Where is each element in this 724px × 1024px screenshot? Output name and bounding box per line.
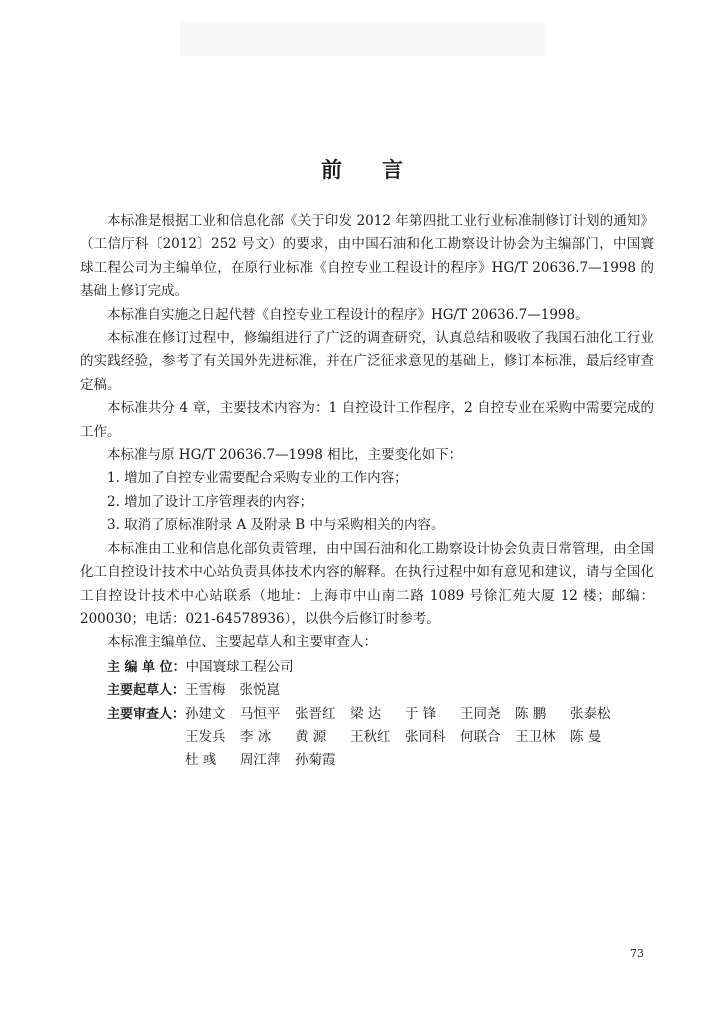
paragraph-contents: 本标准共分 4 章，主要技术内容为：1 自控设计工作程序，2 自控专业在采购中需要完成的工作。 <box>80 400 654 440</box>
reviewer-name: 梁 达 <box>350 705 382 722</box>
editor-unit-line <box>80 656 654 679</box>
drafters-label: 主要起草人： <box>107 683 186 699</box>
roles-section <box>80 656 654 773</box>
page-title: 前言 <box>321 158 443 182</box>
reviewer-name: 张晋红 <box>295 705 336 722</box>
drafter-name: 张悦崑 <box>239 682 281 699</box>
change-item: 1. 增加了自控专业需要配合采购专业的工作内容； <box>107 470 408 487</box>
reviewer-name: 王发兵 <box>185 728 226 745</box>
paragraph-management: 本标准由工业和信息化部负责管理，由中国石油和化工勘察设计协会负责日常管理，由全国化工自控设计技术中心站负责具体技术内容的解释。在执行过程中如有意见和建议，请与全国化工自控设计技术中心站联系（地址：上海市中山南二路 1089 号徐汇苑大厦 12 楼；邮编：200030；电话：021-64578936），以供今后修订时参考。 <box>80 540 654 627</box>
reviewer-name: 王同尧 <box>460 705 501 722</box>
reviewer-name: 张同科 <box>405 728 446 745</box>
reviewer-name: 孙建文 <box>185 705 226 722</box>
reviewer-name: 何联合 <box>460 728 501 745</box>
header-strip <box>180 22 545 56</box>
reviewers-names <box>185 703 625 773</box>
drafters-names <box>185 679 625 702</box>
page-number: 73 <box>630 947 644 960</box>
changes-list <box>80 467 654 537</box>
paragraph-revision-process: 本标准在修订过程中，修编组进行了广泛的调查研究，认真总结和吸收了我国石油化工行业的实践经验，参考了有关国外先进标准，并在广泛征求意见的基础上，修订本标准，最后经审查定稿。 <box>80 330 654 393</box>
reviewer-name: 周江萍 <box>240 752 281 769</box>
reviewer-name: 杜 彧 <box>185 752 217 769</box>
reviewers-label: 主要审查人： <box>107 706 186 722</box>
reviewer-name: 王卫林 <box>515 728 556 745</box>
reviewer-name: 陈 鹏 <box>515 705 547 722</box>
paragraph-basis: 本标准是根据工业和信息化部《关于印发 2012 年第四批工业行业标准制修订计划的通知》（工信厅科〔2012〕252 号文）的要求，由中国石油和化工勘察设计协会为主编部门，中国寰球工程公司为主编单位，在原行业标准《自控专业工程设计的程序》HG/T 20636.7—1998 的基础上修订完成。 <box>80 213 654 300</box>
paragraph-changes-intro: 本标准与原 HG/T 20636.7—1998 相比，主要变化如下： <box>107 447 463 464</box>
reviewer-name: 马恒平 <box>240 705 281 722</box>
reviewer-name: 于 锋 <box>405 705 437 722</box>
editor-unit-value: 中国寰球工程公司 <box>185 658 294 675</box>
paragraph-roles-intro: 本标准主编单位、主要起草人和主要审查人： <box>107 634 377 651</box>
reviewer-name: 张泰松 <box>570 705 611 722</box>
reviewer-name: 陈 曼 <box>570 728 602 745</box>
editor-unit-label: 主 编 单 位： <box>107 659 186 675</box>
reviewer-name: 李 冰 <box>240 728 272 745</box>
change-item: 3. 取消了原标准附录 A 及附录 B 中与采购相关的内容。 <box>107 517 445 534</box>
reviewers-line <box>80 703 654 773</box>
drafter-name: 王雪梅 <box>185 682 226 699</box>
reviewer-name: 王秋红 <box>350 728 391 745</box>
preface-body <box>80 210 654 773</box>
change-item: 2. 增加了设计工序管理表的内容； <box>107 493 314 510</box>
reviewer-name: 孙菊霞 <box>295 752 336 769</box>
reviewer-name: 黄 源 <box>295 728 327 745</box>
drafters-line <box>80 679 654 702</box>
paragraph-replaces: 本标准自实施之日起代替《自控专业工程设计的程序》HG/T 20636.7—1998。 <box>107 306 589 323</box>
